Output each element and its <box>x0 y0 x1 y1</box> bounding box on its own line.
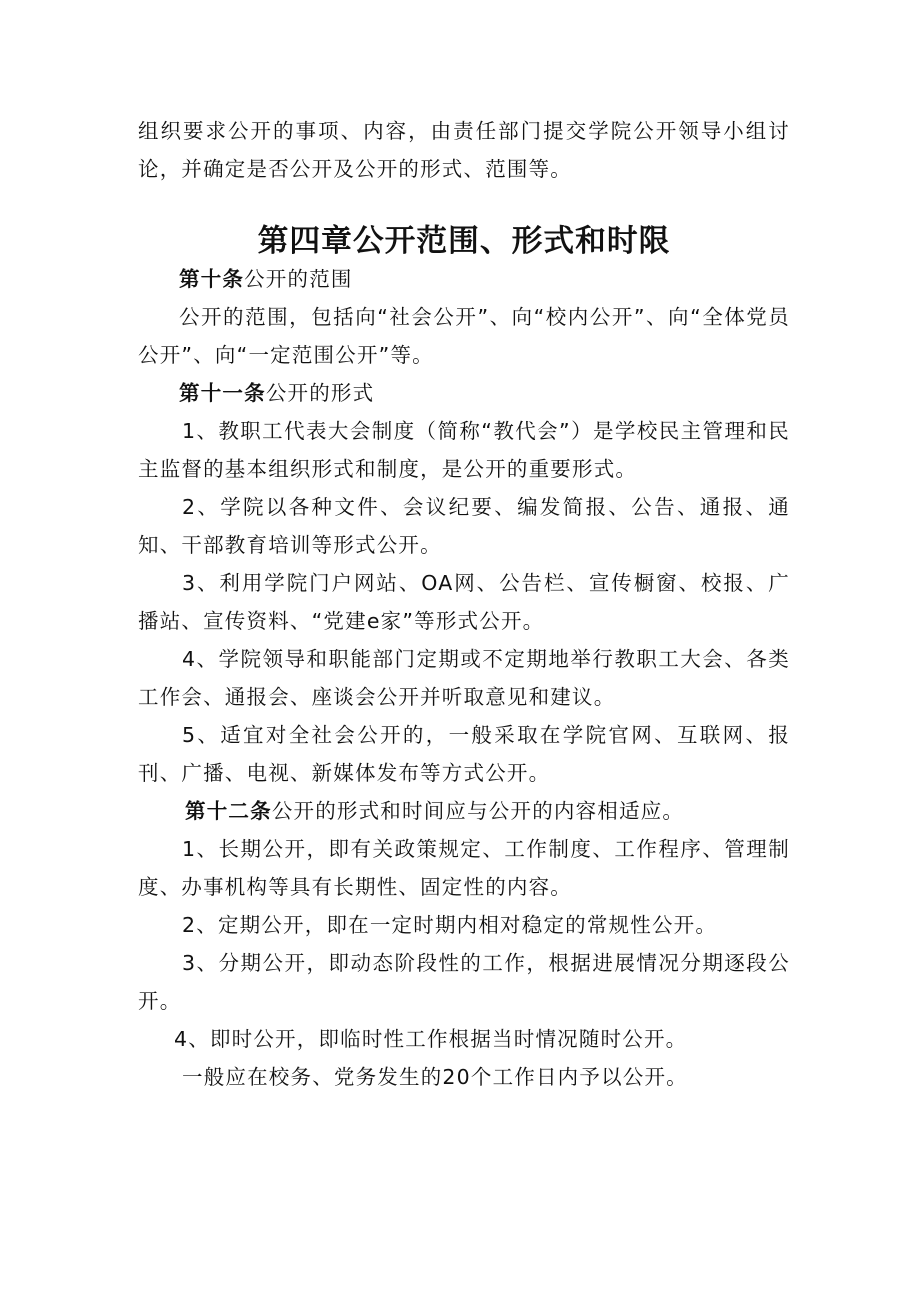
article-12-item: 2、定期公开，即在一定时期内相对稳定的常规性公开。 <box>182 913 718 937</box>
article-12-label: 第十二条 <box>185 799 272 823</box>
article-11-item: 1、教职工代表大会制度（简称“教代会”）是学校民主管理和民主监督的基本组织形式和制度，是公开的重要形式。 <box>138 419 790 481</box>
article-10-heading <box>138 260 790 298</box>
article-12-item: 4、即时公开，即临时性工作根据当时情况随时公开。 <box>174 1027 688 1051</box>
article-11-title: 公开的形式 <box>265 381 375 405</box>
article-11-heading <box>138 374 790 412</box>
article-11-item: 5、适宜对全社会公开的，一般采取在学院官网、互联网、报刊、广播、电视、新媒体发布等方式公开。 <box>138 723 790 785</box>
article-11-item: 4、学院领导和职能部门定期或不定期地举行教职工大会、各类工作会、通报会、座谈会公开并听取意见和建议。 <box>138 647 790 709</box>
chapter-title: 第四章公开范围、形式和时限 <box>257 223 671 259</box>
article-10-title: 公开的范围 <box>244 267 353 291</box>
article-12-heading <box>138 792 790 830</box>
article-11-item: 3、利用学院门户网站、OA网、公告栏、宣传橱窗、校报、广播站、宣传资料、“党建e家”等形式公开。 <box>138 571 790 633</box>
article-11-label: 第十一条 <box>179 381 266 405</box>
article-10-body: 公开的范围，包括向“社会公开”、向“校内公开”、向“全体党员公开”、向“一定范围公开”等。 <box>138 305 790 367</box>
article-11-item: 2、学院以各种文件、会议纪要、编发简报、公告、通报、通知、干部教育培训等形式公开。 <box>138 495 790 557</box>
article-12-title: 公开的形式和时间应与公开的内容相适应。 <box>271 799 685 823</box>
article-10-label: 第十条 <box>179 267 245 291</box>
article-12-item: 3、分期公开，即动态阶段性的工作，根据进展情况分期逐段公开。 <box>138 951 790 1013</box>
continuation-paragraph: 组织要求公开的事项、内容，由责任部门提交学院公开领导小组讨论，并确定是否公开及公开的形式、范围等。 <box>138 119 790 181</box>
article-12-item: 1、长期公开，即有关政策规定、工作制度、工作程序、管理制度、办事机构等具有长期性、固定性的内容。 <box>138 837 790 899</box>
article-12-closing: 一般应在校务、党务发生的20个工作日内予以公开。 <box>182 1065 688 1089</box>
